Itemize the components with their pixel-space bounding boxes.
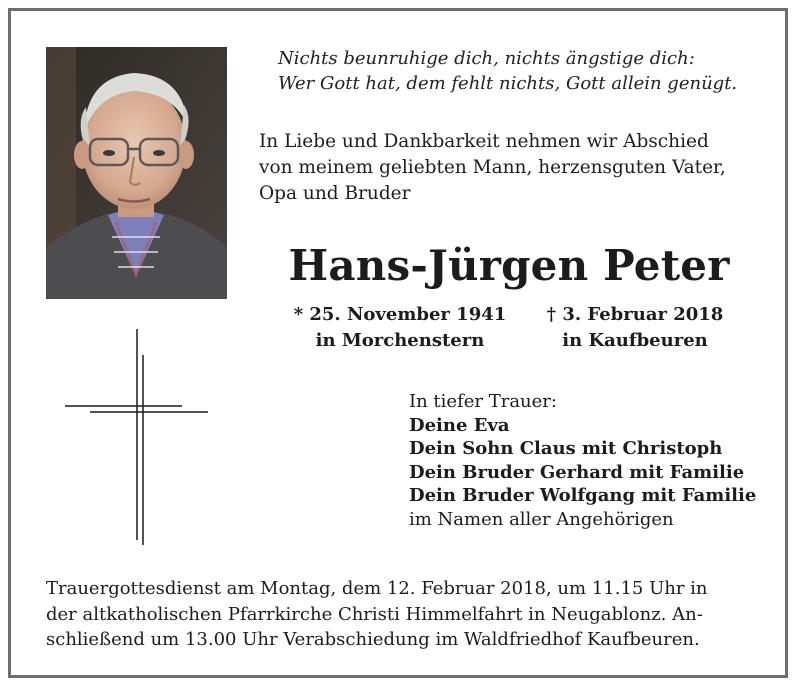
service-line: schließend um 13.00 Uhr Verabschiedung im Waldfriedhof Kaufbeuren. <box>46 629 700 650</box>
quote-line: Wer Gott hat, dem fehlt nichts, Gott allein genügt. <box>278 73 738 94</box>
death-date: † 3. Februar 2018 <box>546 304 724 325</box>
mourners-closing: im Namen aller Angehörigen <box>409 508 674 530</box>
service-info <box>46 576 756 653</box>
service-line: der altkatholischen Pfarrkirche Christi Himmelfahrt in Neugablonz. An- <box>46 603 703 625</box>
mourner-name: Deine Eva <box>409 414 510 436</box>
intro-text <box>259 129 759 207</box>
quote-line: Nichts beunruhige dich, nichts ängstige dich: <box>278 48 695 69</box>
mourners-list <box>409 390 779 531</box>
cross-icon <box>60 325 220 554</box>
intro-line: von meinem geliebten Mann, herzensguten Vater, <box>259 157 726 178</box>
service-line: Trauergottesdienst am Montag, dem 12. Februar 2018, um 11.15 Uhr in <box>46 578 708 599</box>
death-info <box>540 302 730 354</box>
death-place: in Kaufbeuren <box>562 330 708 351</box>
mourners-heading: In tiefer Trauer: <box>409 391 557 412</box>
opening-quote <box>260 46 780 96</box>
birth-date: * 25. November 1941 <box>293 304 507 325</box>
birth-place: in Morchenstern <box>315 330 485 351</box>
portrait-photo <box>46 47 227 299</box>
intro-line: Opa und Bruder <box>259 183 411 204</box>
intro-line: In Liebe und Dankbarkeit nehmen wir Abschied <box>259 131 709 152</box>
mourner-name: Dein Sohn Claus mit Christoph <box>409 438 723 459</box>
deceased-name: Hans-Jürgen Peter <box>288 241 730 290</box>
birth-info <box>285 302 515 354</box>
mourner-name: Dein Bruder Gerhard mit Familie <box>409 461 745 483</box>
mourner-name: Dein Bruder Wolfgang mit Familie <box>409 485 757 506</box>
